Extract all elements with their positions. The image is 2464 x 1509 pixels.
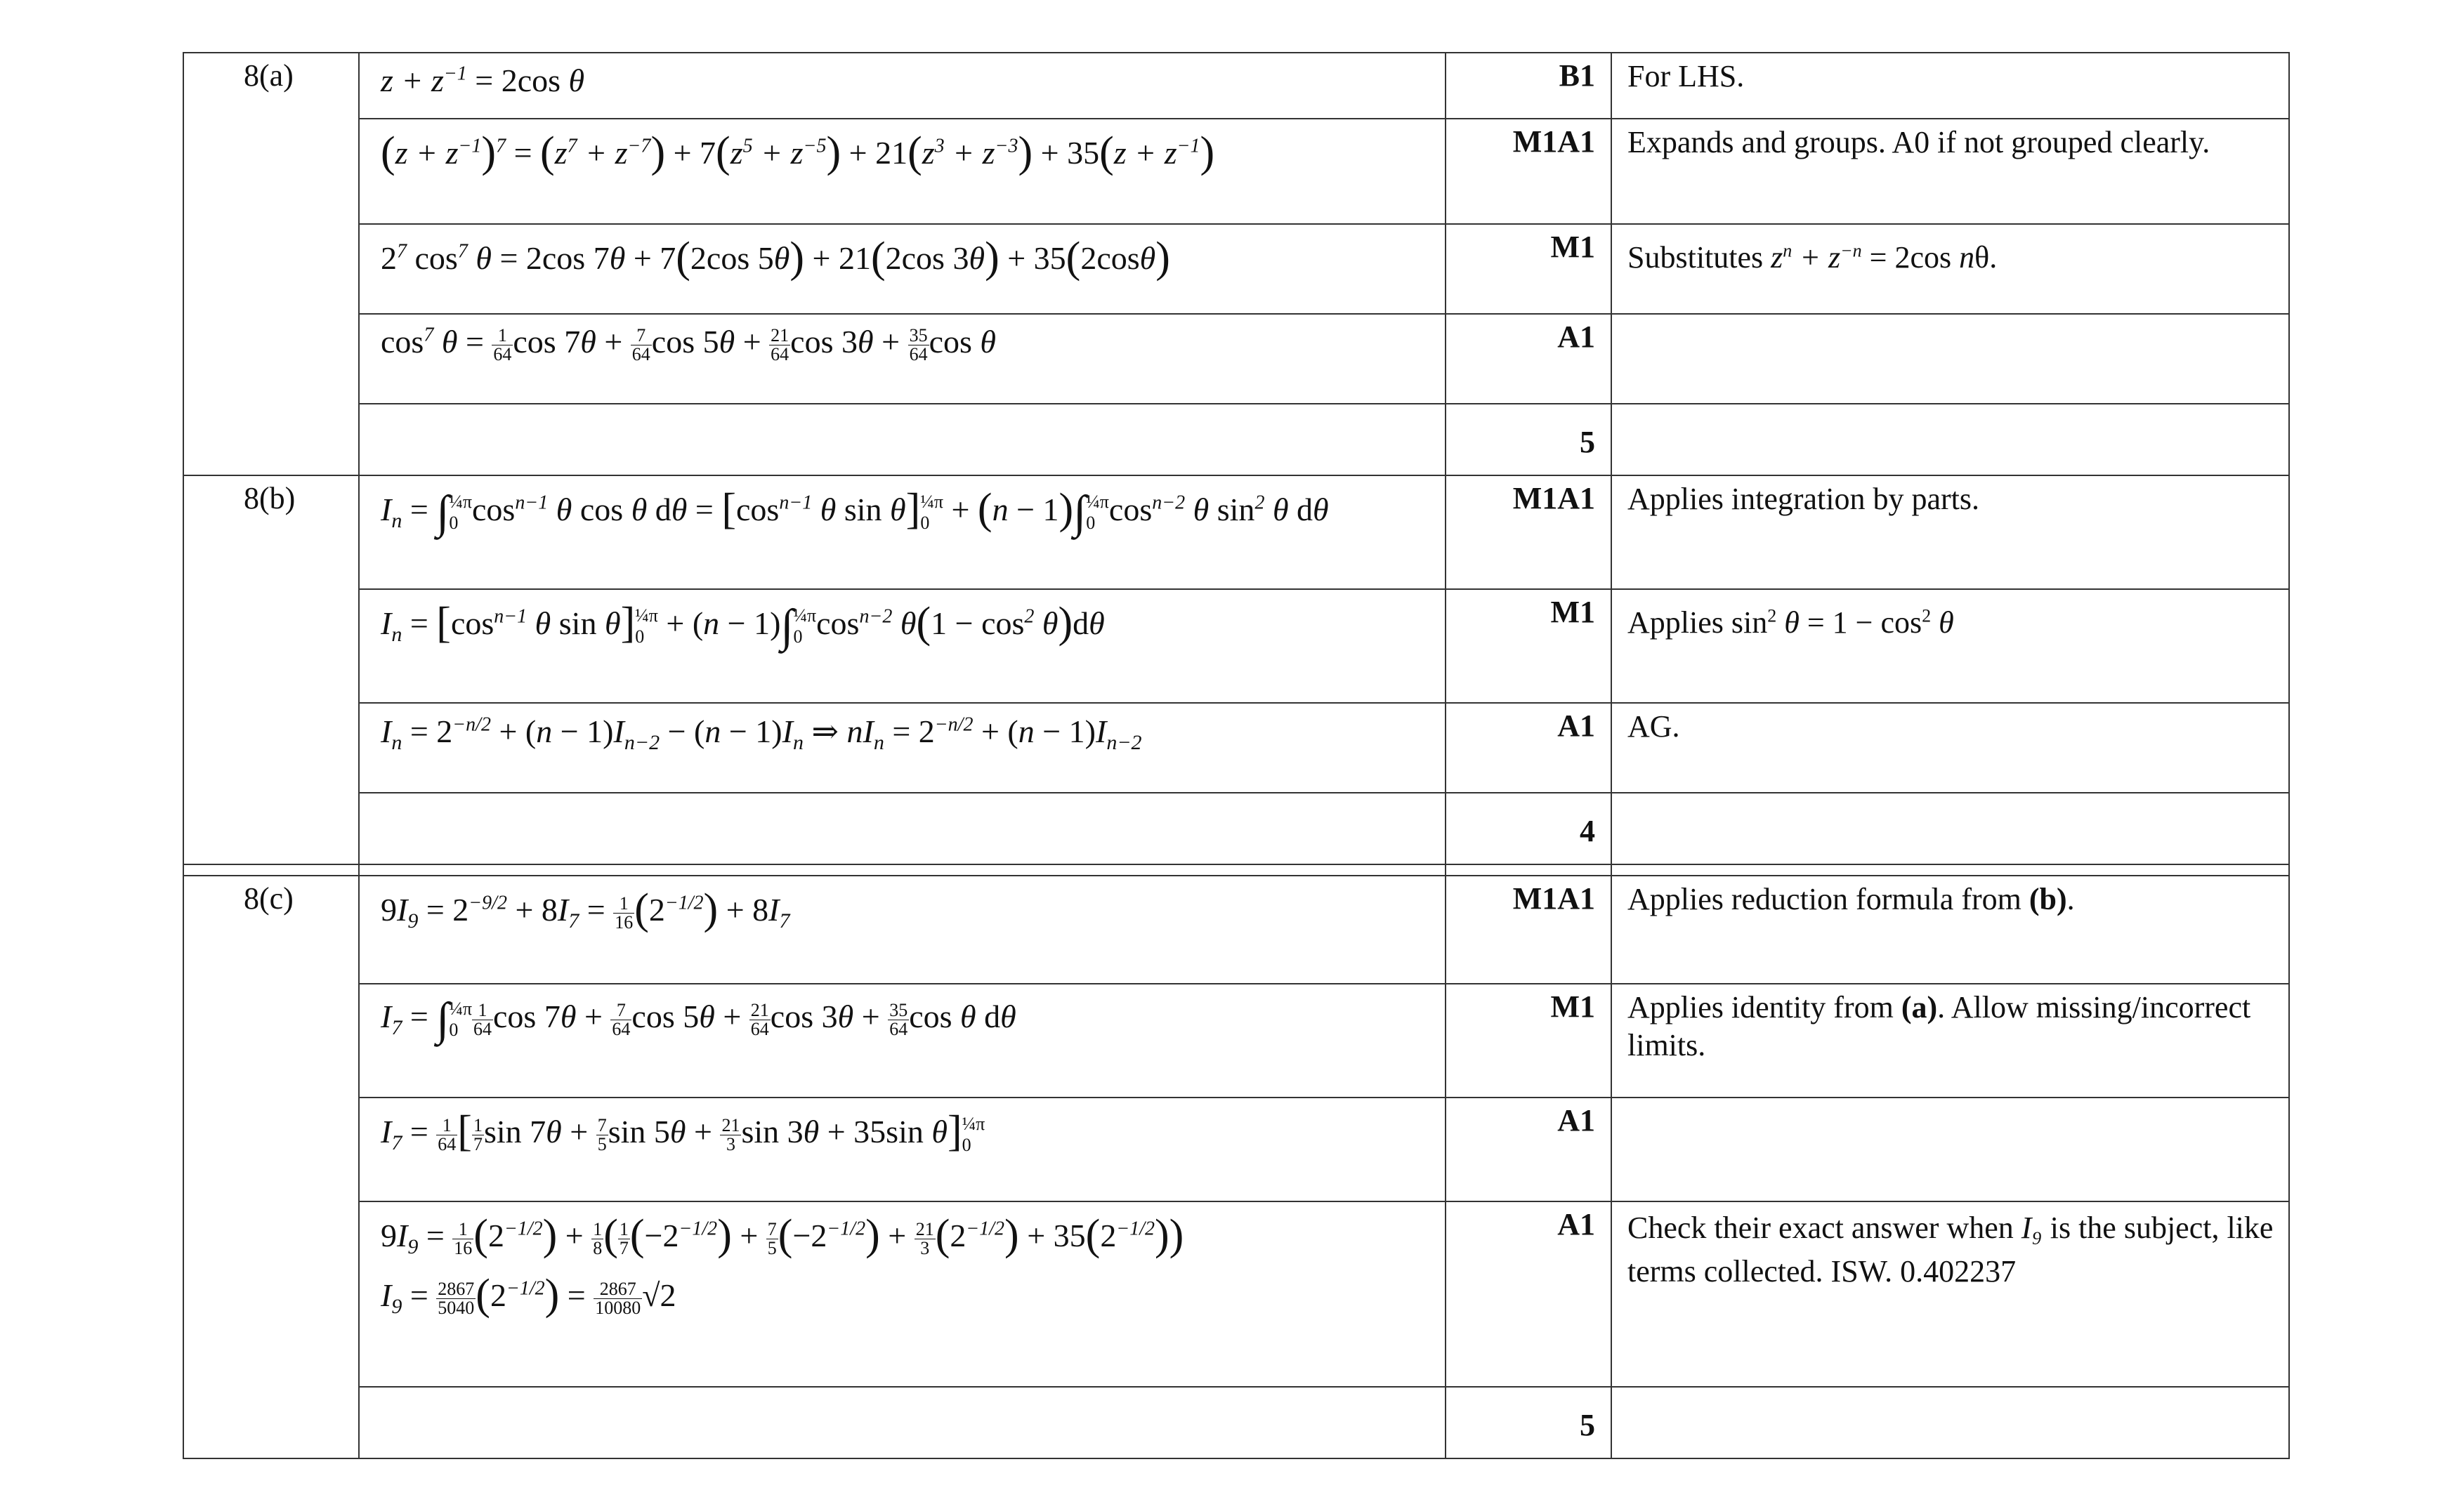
question-label: 8(b) <box>183 475 359 864</box>
mark-total: 4 <box>1446 793 1611 864</box>
table-row <box>183 1387 2289 1458</box>
table-row <box>183 119 2289 224</box>
table-row <box>183 589 2289 703</box>
guidance-cell <box>1611 1098 2289 1201</box>
guidance-cell: For LHS. <box>1611 53 2289 119</box>
table-row <box>183 1201 2289 1387</box>
question-label: 8(a) <box>183 53 359 475</box>
table-row <box>183 475 2289 589</box>
mark-scheme <box>183 52 2288 1459</box>
answer-cell: $I_n$ = ∫ ¼π 0 $\cos^{n-1} \theta$ cos θ $d\theta = [\cos^{n-1}$ θ sin θ] ¼π 0 + (n − 1)∫ ¼π 0 $\cos^{n-2} \theta$ $\sin^2 \theta$ dθ <box>359 475 1446 589</box>
table-row <box>183 876 2289 984</box>
mark-cell: A1 <box>1446 703 1611 793</box>
answer-cell: $2^7$ $\cos^7 \theta = 2\cos$ 7θ + 7(2cos 5θ) + 21(2cos 3θ) + 35(2cosθ) <box>359 224 1446 314</box>
mark-cell: M1A1 <box>1446 475 1611 589</box>
mark-cell: M1A1 <box>1446 119 1611 224</box>
guidance-cell: Check their exact answer when I₉ is the subject, like terms collected. ISW. 0.402237 <box>1611 1201 2289 1387</box>
answer-cell <box>359 1387 1446 1458</box>
answer-cell <box>359 793 1446 864</box>
table-row <box>183 984 2289 1098</box>
answer-cell: $I_7$ = $\frac{1}{64}$ [ $\frac{1}{7}$ sin 7θ + $\frac{7}{5}$ sin 5θ + $\frac{21}{3}$ sin 3θ + 35sin θ] ¼π 0 <box>359 1098 1446 1201</box>
mark-cell: A1 <box>1446 1098 1611 1201</box>
guidance-cell <box>1611 404 2289 475</box>
answer-cell: $I_7$ = ∫ ¼π 0 $\frac{1}{64}$ cos 7θ + $\frac{7}{64}$ cos 5θ + $\frac{21}{64}$ cos 3θ + $\frac{35}{64}$ cos θ dθ <box>359 984 1446 1098</box>
answer-line-1: $9I_9$ = $\frac{1}{16}$ $(2^{-1/2})$ + $\frac{1}{8}$ ( $\frac{1}{7}$ $(-2^{-1/2})$ + $\frac{7}{5}$ $(-2^{-1/2})$ + $\frac{21}{3}$ $(2^{-1/2}) + 35(2^{-1/2})$) <box>381 1211 1184 1259</box>
guidance-cell: Substitutes $z^n + z^{-n} = 2\cos$ nθ. <box>1611 224 2289 314</box>
mark-cell: A1 <box>1446 1201 1611 1387</box>
mark-total: 5 <box>1446 1387 1611 1458</box>
guidance-cell: Applies reduction formula from (b). <box>1611 876 2289 984</box>
guidance-cell: Applies identity from (a). Allow missing/incorrect limits. <box>1611 984 2289 1098</box>
table-row <box>183 53 2289 119</box>
guidance-cell <box>1611 1387 2289 1458</box>
answer-cell <box>359 1201 1446 1387</box>
table-row <box>183 314 2289 404</box>
guidance-cell <box>1611 793 2289 864</box>
answer-cell: $z + z^{-1} = 2\cos$ θ <box>359 53 1446 119</box>
answer-cell: $\cos^7 \theta$ = $\frac{1}{64}$ cos 7θ + $\frac{7}{64}$ cos 5θ + $\frac{21}{64}$ cos 3θ + $\frac{35}{64}$ cos θ <box>359 314 1446 404</box>
mark-cell: A1 <box>1446 314 1611 404</box>
mark-cell: B1 <box>1446 53 1611 119</box>
answer-cell: $I_n = [\cos^{n-1}$ θ sin θ] ¼π 0 + (n − 1)∫ ¼π 0 $\cos^{n-2} \theta(1 - \cos^2 \theta)d\theta$ <box>359 589 1446 703</box>
answer-cell: $(z + z^{-1})^7 = (z^7 + z^{-7}) + 7(z^5 + z^{-5}) + 21(z^3 + z^{-3}) + 35(z + z^{-1})$ <box>359 119 1446 224</box>
guidance-cell: Applies $\sin^2 \theta = 1 - \cos^2 \theta$ <box>1611 589 2289 703</box>
answer-cell <box>359 404 1446 475</box>
mark-scheme-table <box>183 52 2290 1459</box>
guidance-cell <box>1611 314 2289 404</box>
mark-cell: M1 <box>1446 224 1611 314</box>
table-row <box>183 1098 2289 1201</box>
guidance-cell: Applies integration by parts. <box>1611 475 2289 589</box>
mark-cell: M1A1 <box>1446 876 1611 984</box>
guidance-cell: AG. <box>1611 703 2289 793</box>
answer-cell: $9I_9 = 2^{-9/2} + 8I_7$ = $\frac{1}{16}$ $(2^{-1/2}) + 8I_7$ <box>359 876 1446 984</box>
answer-cell: $I_n = 2^{-n/2} + (n - 1)I_{n-2} - (n - 1)I_n$ ⇒ $nI_n = 2^{-n/2} + (n - 1)I_{n-2}$ <box>359 703 1446 793</box>
answer-line-2: $I_9$ = $\frac{2867}{5040}$ $(2^{-1/2})$ = $\frac{2867}{10080}$ √2 <box>381 1271 676 1319</box>
section-separator <box>183 864 2289 876</box>
mark-cell: M1 <box>1446 984 1611 1098</box>
mark-total: 5 <box>1446 404 1611 475</box>
table-row <box>183 703 2289 793</box>
table-row <box>183 224 2289 314</box>
question-label: 8(c) <box>183 876 359 1458</box>
table-row <box>183 793 2289 864</box>
guidance-cell: Expands and groups. A0 if not grouped clearly. <box>1611 119 2289 224</box>
mark-cell: M1 <box>1446 589 1611 703</box>
table-row <box>183 404 2289 475</box>
